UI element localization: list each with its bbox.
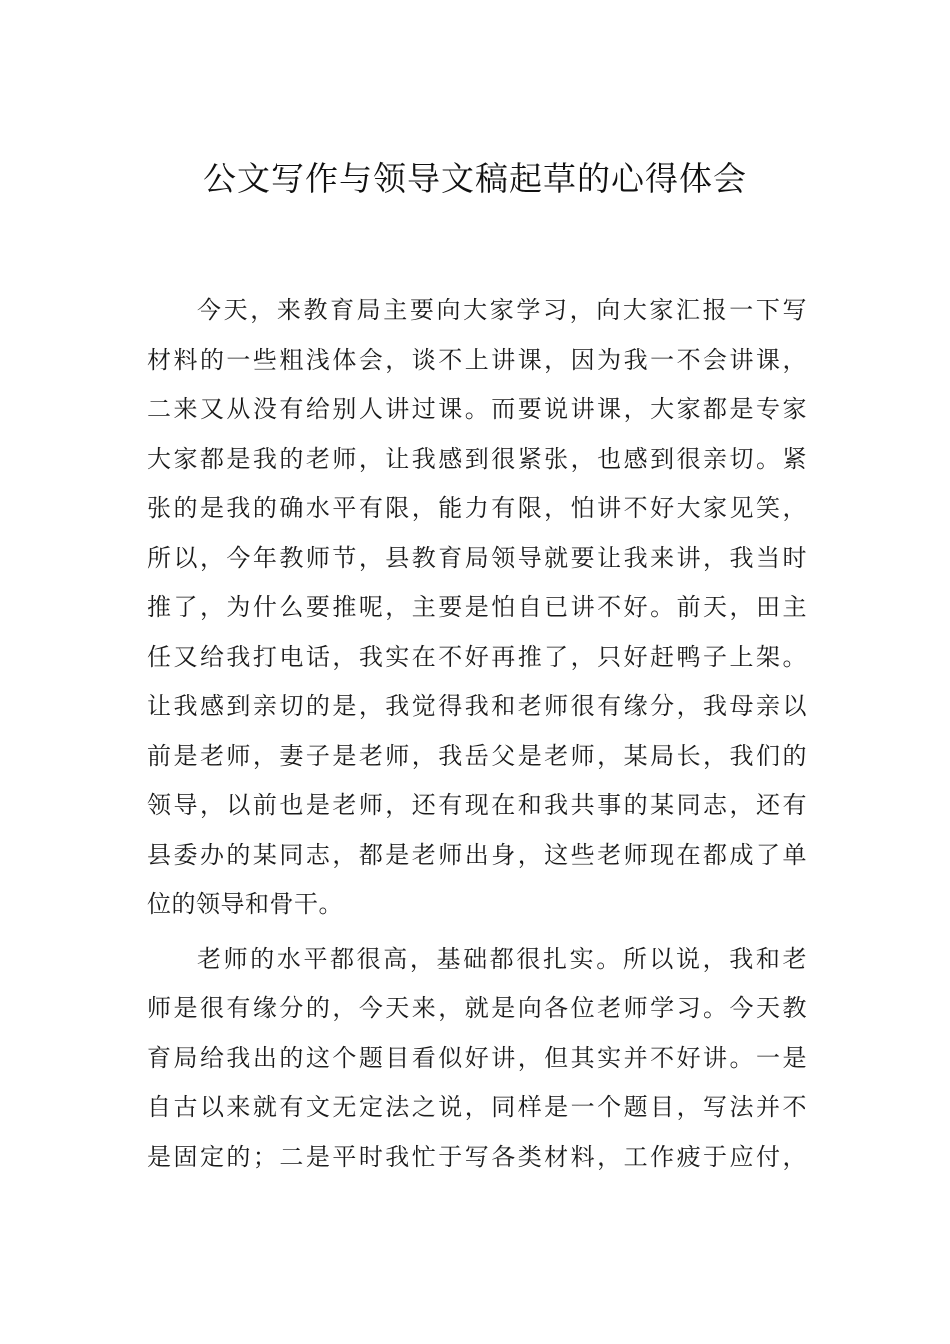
text-line: 育局给我出的这个题目看似好讲，但其实并不好讲。一是 (147, 1043, 807, 1072)
text-line: 师是很有缘分的，今天来，就是向各位老师学习。今天教 (147, 994, 807, 1022)
text-line: 张的是我的确水平有限，能力有限，怕讲不好大家见笑， (147, 494, 807, 522)
text-line: 前是老师，妻子是老师，我岳父是老师，某局长，我们的 (147, 741, 807, 770)
text-line: 县委办的某同志，都是老师出身，这些老师现在都成了单 (147, 840, 807, 869)
text-line: 老师的水平都很高，基础都很扎实。所以说，我和老 (197, 944, 807, 973)
text-line: 二来又从没有给别人讲过课。而要说讲课，大家都是专家 (147, 395, 807, 423)
document-title: 公文写作与领导文稿起草的心得体会 (203, 159, 747, 198)
document-body (147, 286, 807, 1182)
text-line: 所以，今年教师节，县教育局领导就要让我来讲，我当时 (147, 543, 807, 572)
text-line: 推了，为什么要推呢，主要是怕自已讲不好。前天，田主 (147, 593, 807, 621)
text-line: 是固定的；二是平时我忙于写各类材料，工作疲于应付， (147, 1142, 807, 1171)
text-line: 今天，来教育局主要向大家学习，向大家汇报一下写 (197, 296, 807, 324)
paragraph-1 (147, 286, 807, 930)
text-line: 领导，以前也是老师，还有现在和我共事的某同志，还有 (147, 791, 807, 819)
text-line: 自古以来就有文无定法之说，同样是一个题目，写法并不 (147, 1093, 807, 1121)
text-line: 大家都是我的老师，让我感到很紧张，也感到很亲切。紧 (147, 444, 807, 473)
text-line: 任又给我打电话，我实在不好再推了，只好赶鸭子上架。 (147, 642, 807, 671)
text-line: 材料的一些粗浅体会，谈不上讲课，因为我一不会讲课， (147, 345, 807, 374)
text-line: 位的领导和骨干。 (147, 890, 343, 918)
text-line: 让我感到亲切的是，我觉得我和老师很有缘分，我母亲以 (147, 692, 807, 720)
paragraph-2 (147, 935, 807, 1183)
